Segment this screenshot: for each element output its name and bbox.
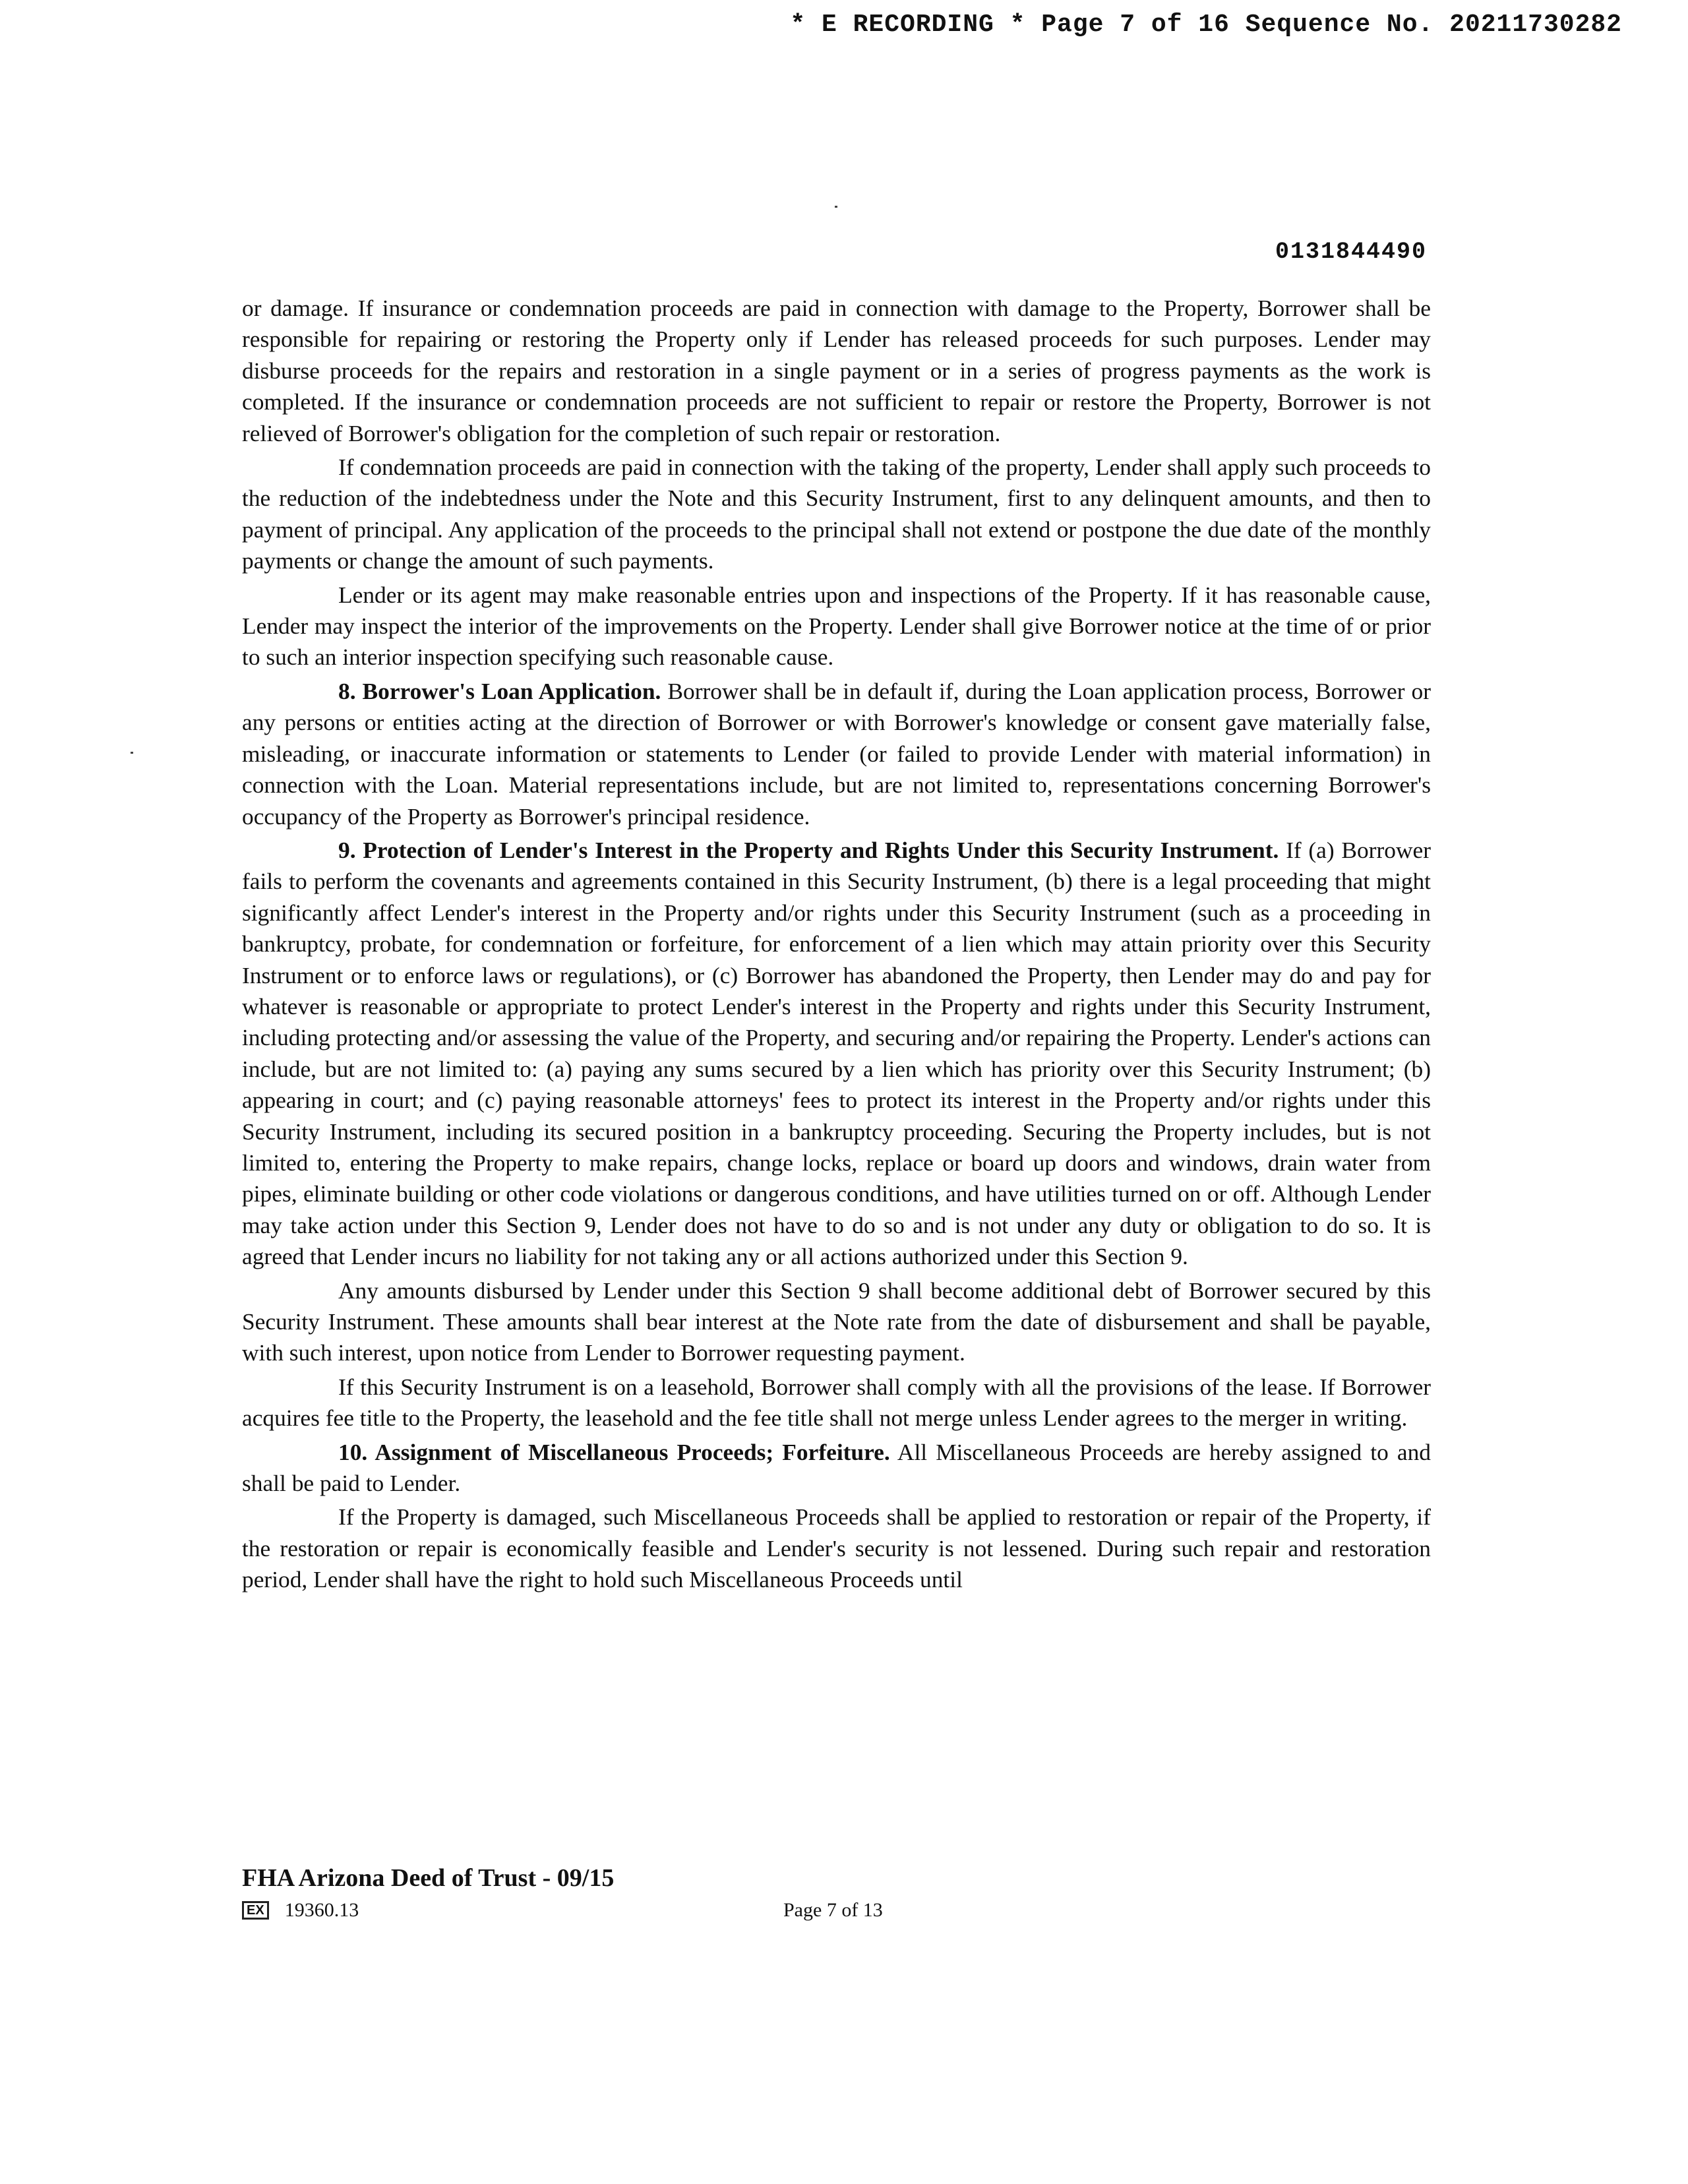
document-body: [242, 293, 1431, 1598]
paragraph-inspections: Lender or its agent may make reasonable entries upon and inspections of the Property. If it has reasonable cause, Lender may inspect the interior of the improvements on the Property. Lender shall give Borrower notice at the time of or prior to such an interior inspection specifying such reasonable cause.: [242, 581, 1431, 671]
recording-stamp: * E RECORDING * Page 7 of 16 Sequence No. 20211730282: [790, 11, 1622, 39]
section-9-text: If (a) Borrower fails to perform the covenants and agreements contained in this Security Instrument, (b) there is a legal proceeding that might significantly affect Lender's interest in the Property and/or rights under this Security Instrument (such as a proceeding in bankruptcy, probate, for condemnation or forfeiture, for enforcement of a lien which may attain priority over this Security Instrument or to enforce laws or regulations), or (c) Borrower has abandoned the Property, then Lender may do and pay for whatever is reasonable or appropriate to protect Lender's interest in the Property and rights under this Security Instrument, including protecting and/or assessing the value of the Property, and securing and/or repairing the Property. Lender's actions can include, but are not limited to: (a) paying any sums secured by a lien which has priority over this Security Instrument; (b) appearing in court; and (c) paying reasonable attorneys' fees to protect its interest in the Property and/or rights under this Security Instrument, including its secured position in a bankruptcy proceeding. Securing the Property includes, but is not limited to, entering the Property to make repairs, change locks, replace or board up doors and windows, drain water from pipes, eliminate building or other code violations or dangerous conditions, and have utilities turned on or off. Although Lender may take action under this Section 9, Lender does not have to do so and is not under any duty or obligation to do so. It is agreed that Lender incurs no liability for not taking any or all actions authorized under this Section 9.: [242, 836, 1431, 1270]
section-8: [242, 676, 1431, 832]
section-9: [242, 835, 1431, 1273]
section-10-text: All Miscellaneous Proceeds are hereby assigned to and shall be paid to Lender.: [242, 1438, 1431, 1497]
paragraph-property-damaged: If the Property is damaged, such Miscellaneous Proceeds shall be applied to restoration or repair of the Property, if the restoration or repair is economically feasible and Lender's security is not lessened. During such repair and restoration period, Lender shall have the right to hold such Miscellaneous Proceeds until: [242, 1503, 1431, 1593]
paragraph-condemnation: If condemnation proceeds are paid in connection with the taking of the property, Lender shall apply such proceeds to the reduction of the indebtedness under the Note and this Security Instrument, first to any delinquent amounts, and then to payment of principal. Any application of the proceeds to the principal shall not extend or postpone the due date of the monthly payments or change the amount of such payments.: [242, 454, 1431, 574]
form-title: FHA Arizona Deed of Trust - 09/15: [242, 1864, 615, 1892]
scan-speck: [131, 752, 133, 754]
scan-speck: [835, 206, 837, 208]
section-8-text: Borrower shall be in default if, during the Loan application process, Borrower or any persons or entities acting at the direction of Borrower or with Borrower's knowledge or consent gave materially false, misleading, or inaccurate information or statements to Lender (or failed to provide Lender with material information) in connection with the Loan. Material representations include, but are not limited to, representations concerning Borrower's occupancy of the Property as Borrower's principal residence.: [242, 677, 1432, 830]
ellie-mae-logo: EX: [242, 1901, 269, 1920]
paragraph-amounts-disbursed: Any amounts disbursed by Lender under this Section 9 shall become additional debt of Borrower secured by this Security Instrument. These amounts shall bear interest at the Note rate from the date of disbursement and shall be payable, with such interest, upon notice from Lender to Borrower requesting payment.: [242, 1277, 1431, 1366]
section-8-heading: 8. Borrower's Loan Application.: [338, 677, 661, 704]
loan-number: 0131844490: [1275, 239, 1427, 265]
paragraph-leasehold: If this Security Instrument is on a leasehold, Borrower shall comply with all the provisions of the lease. If Borrower acquires fee title to the Property, the leasehold and the fee title shall not merge unless Lender agrees to the merger in writing.: [242, 1373, 1431, 1432]
section-9-heading: 9. Protection of Lender's Interest in the Property and Rights Under this Security Instrument.: [338, 836, 1279, 863]
section-10-heading: 10. Assignment of Miscellaneous Proceeds; Forfeiture.: [338, 1438, 890, 1465]
paragraph-damage-continued: or damage. If insurance or condemnation proceeds are paid in connection with damage to the Property, Borrower shall be responsible for repairing or restoring the Property only if Lender has released proceeds for such purposes. Lender may disburse proceeds for the repairs and restoration in a single payment or in a series of progress payments as the work is completed. If the insurance or condemnation proceeds are not sufficient to repair or restore the Property, Borrower is not relieved of Borrower's obligation for the completion of such repair or restoration.: [242, 295, 1431, 446]
page-number: Page 7 of 13: [783, 1899, 883, 1921]
form-id: [242, 1899, 359, 1922]
form-number: 19360.13: [284, 1899, 359, 1921]
section-10: [242, 1437, 1431, 1500]
